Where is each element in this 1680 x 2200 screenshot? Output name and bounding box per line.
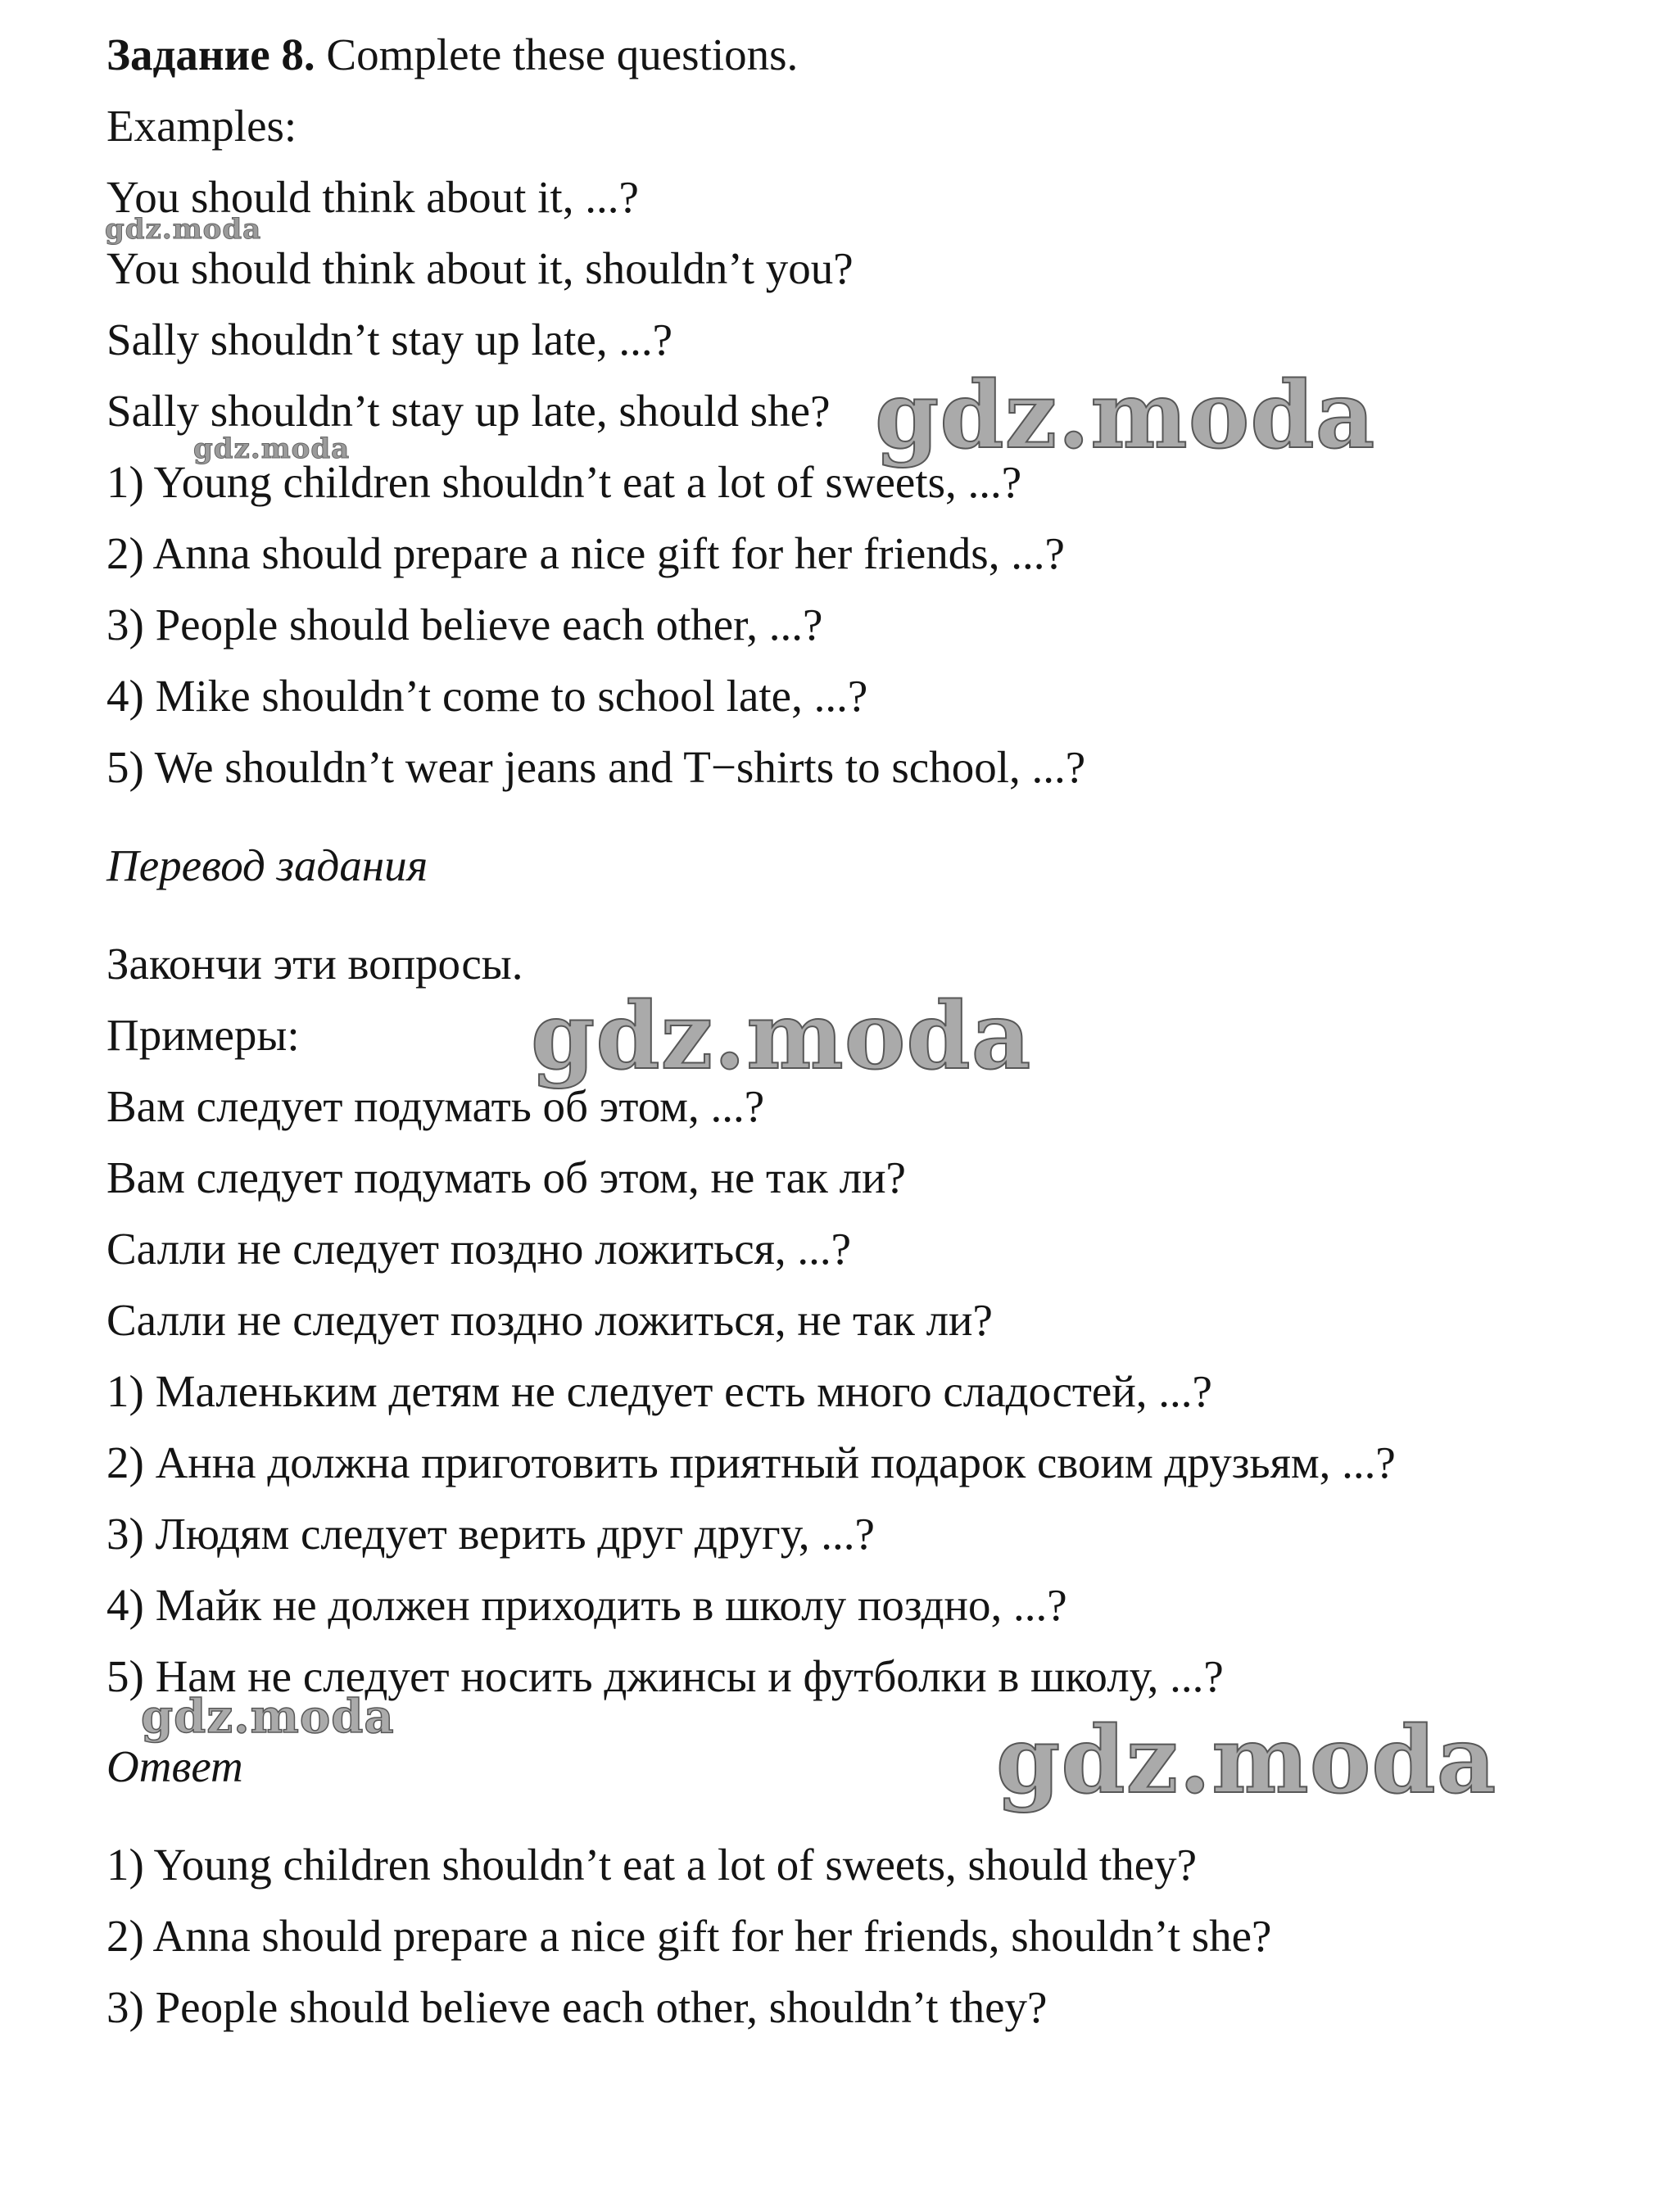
- watermark-small: gdz.moda: [105, 213, 262, 246]
- example-line: Sally shouldn’t stay up late, should she?: [106, 386, 831, 436]
- watermark-large: gdz.moda: [875, 362, 1376, 469]
- question-item: 1) Young children shouldn’t eat a lot of sweets, ...?: [106, 457, 1022, 507]
- example-line: You should think about it, ...?: [106, 172, 639, 222]
- answer-item: 1) Young children shouldn’t eat a lot of sweets, should they?: [106, 1840, 1198, 1890]
- answer-item: 3) People should believe each other, shouldn’t they?: [106, 1982, 1048, 2032]
- question-item: 3) People should believe each other, ...?: [106, 600, 823, 650]
- task-title: [106, 26, 798, 84]
- translation-instruction: Закончи эти вопросы.: [106, 939, 523, 989]
- translation-item: 4) Майк не должен приходить в школу поздно, ...?: [106, 1580, 1067, 1630]
- answer-heading: Ответ: [106, 1741, 243, 1791]
- translation-examples-label: Примеры:: [106, 1010, 300, 1060]
- translation-item: 1) Маленьким детям не следует есть много сладостей, ...?: [106, 1366, 1212, 1416]
- translation-example-line: Салли не следует поздно ложиться, не так ли?: [106, 1295, 993, 1345]
- translation-item: 5) Нам не следует носить джинсы и футболки в школу, ...?: [106, 1651, 1224, 1701]
- translation-example-line: Вам следует подумать об этом, не так ли?: [106, 1152, 906, 1202]
- example-line: You should think about it, shouldn’t you?: [106, 243, 854, 293]
- answer-item: 2) Anna should prepare a nice gift for her friends, shouldn’t she?: [106, 1911, 1272, 1961]
- question-item: 2) Anna should prepare a nice gift for her friends, ...?: [106, 528, 1065, 578]
- task-instruction: Complete these questions.: [315, 29, 799, 79]
- watermark-small: gdz.moda: [193, 432, 351, 465]
- task-number: Задание 8.: [106, 29, 315, 79]
- watermark-large: gdz.moda: [531, 983, 1032, 1090]
- translation-example-line: Салли не следует поздно ложиться, ...?: [106, 1224, 852, 1274]
- translation-example-line: Вам следует подумать об этом, ...?: [106, 1081, 765, 1131]
- watermark-large: gdz.moda: [996, 1707, 1497, 1814]
- translation-heading: Перевод задания: [106, 840, 428, 890]
- question-item: 5) We shouldn’t wear jeans and T−shirts to school, ...?: [106, 742, 1086, 792]
- translation-item: 2) Анна должна приготовить приятный подарок своим друзьям, ...?: [106, 1437, 1396, 1487]
- examples-label: Examples:: [106, 101, 297, 151]
- translation-item: 3) Людям следует верить друг другу, ...?: [106, 1509, 875, 1559]
- watermark-medium: gdz.moda: [141, 1690, 395, 1744]
- question-item: 4) Mike shouldn’t come to school late, ...?: [106, 671, 868, 721]
- example-line: Sally shouldn’t stay up late, ...?: [106, 315, 672, 364]
